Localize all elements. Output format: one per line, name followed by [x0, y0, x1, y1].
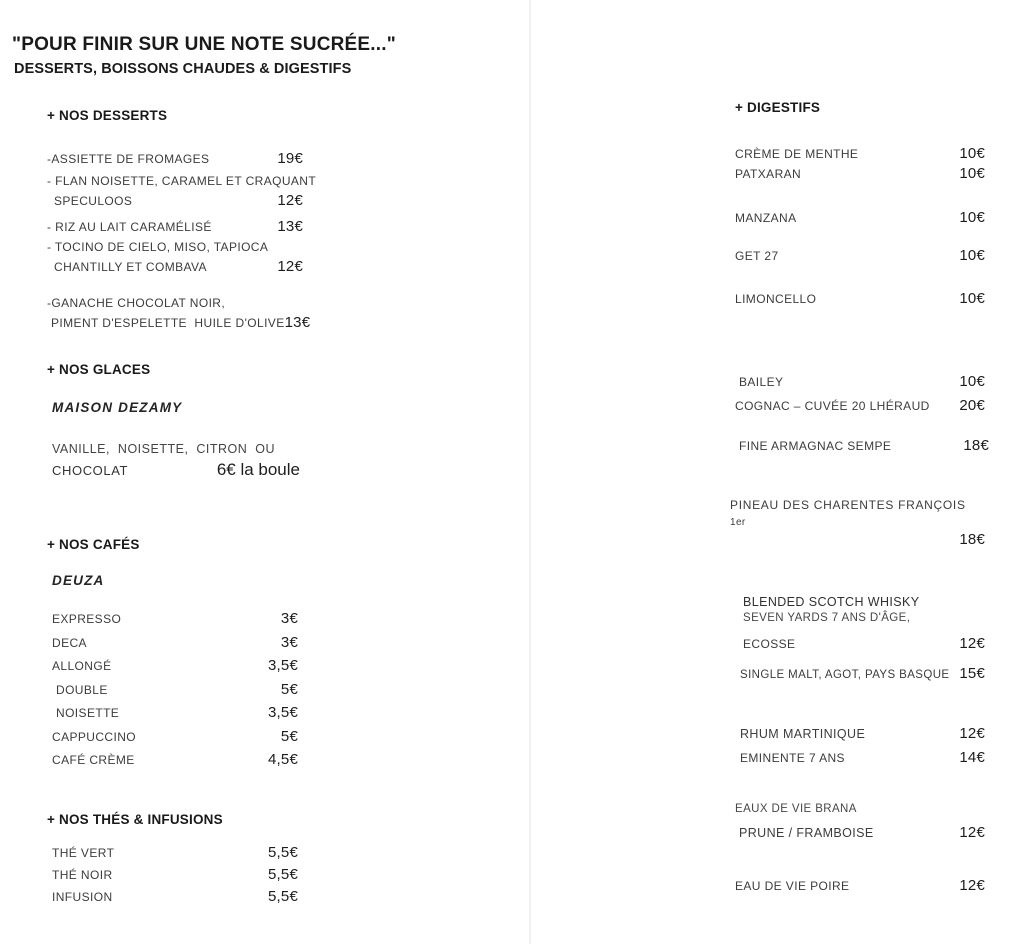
item-label: PIMENT D'ESPELETTE HUILE D'OLIVE	[51, 316, 285, 330]
menu-item	[52, 680, 298, 700]
item-price: 5,5€	[268, 844, 298, 861]
menu-item	[735, 823, 985, 843]
item-price: 13€	[284, 314, 311, 331]
item-label: BAILEY	[739, 375, 784, 389]
item-label: INFUSION	[52, 890, 113, 904]
item-label: ALLONGÉ	[52, 659, 112, 673]
menu-item	[52, 609, 298, 629]
digestifs-eaux-de-vie	[735, 801, 985, 843]
item-label: PATXARAN	[735, 167, 802, 181]
menu-item	[743, 634, 985, 654]
item-label: - TOCINO DE CIELO, MISO, TAPIOCA	[47, 240, 269, 254]
item-label: THÉ NOIR	[52, 868, 113, 882]
item-label: -GANACHE CHOCOLAT NOIR,	[47, 296, 226, 310]
item-price: 13€	[277, 218, 303, 235]
section-heading-glaces: + NOS GLACES	[47, 362, 151, 377]
item-label: CHANTILLY ET COMBAVA	[54, 260, 207, 274]
menu-item	[735, 208, 985, 228]
item-price: 19€	[277, 150, 303, 167]
menu-item	[52, 750, 298, 770]
menu-header	[12, 34, 396, 77]
menu-item	[52, 633, 298, 653]
item-price: 3€	[280, 633, 298, 651]
item-label: -ASSIETTE DE FROMAGES	[47, 152, 210, 166]
menu-item	[52, 727, 298, 747]
item-price: 10€	[959, 145, 985, 162]
menu-item	[47, 171, 317, 191]
menu-item	[730, 497, 985, 531]
item-price-line	[730, 531, 985, 548]
item-price: 4,5€	[268, 751, 298, 768]
item-price: 5,5€	[268, 866, 298, 883]
item-label: PRUNE / FRAMBOISE	[739, 826, 874, 840]
menu-item	[735, 164, 985, 184]
item-price: 10€	[959, 165, 985, 182]
item-price: 10€	[959, 247, 985, 264]
item-label: - RIZ AU LAIT CARAMÉLISÉ	[47, 220, 212, 234]
menu-item	[52, 887, 298, 907]
item-label: THÉ VERT	[52, 846, 115, 860]
cafes-list	[52, 609, 298, 774]
section-heading-cafes: + NOS CAFÉS	[47, 537, 140, 552]
menu-item	[735, 246, 985, 266]
item-price: 12€	[277, 258, 303, 275]
menu-item	[740, 720, 985, 748]
item-price: 18€	[959, 531, 985, 548]
page-subtitle: DESSERTS, BOISSONS CHAUDES & DIGESTIFS	[14, 61, 352, 77]
item-price: 5€	[280, 727, 298, 745]
menu-item	[47, 191, 303, 211]
desserts-list	[47, 149, 317, 333]
thes-list	[52, 843, 298, 909]
digestifs-rhum-group	[740, 720, 985, 768]
item-price: 12€	[959, 824, 985, 841]
item-label: CHOCOLAT	[52, 463, 129, 478]
menu-item	[47, 149, 303, 169]
menu-item	[47, 217, 303, 237]
page-title: "POUR FINIR SUR UNE NOTE SUCRÉE..."	[12, 34, 396, 55]
item-price: 12€	[277, 192, 303, 209]
glaces-brand: MAISON DEZAMY	[52, 400, 183, 415]
section-heading-thes: + NOS THÉS & INFUSIONS	[47, 812, 223, 827]
cafes-brand: DEUZA	[52, 573, 105, 588]
item-price: 10€	[959, 373, 985, 390]
item-label: BLENDED SCOTCH WHISKY	[743, 595, 920, 609]
menu-item	[735, 394, 985, 418]
item-label: - FLAN NOISETTE, CARAMEL ET CRAQUANT	[47, 174, 317, 188]
item-label: MANZANA	[735, 211, 797, 225]
item-price: 14€	[959, 749, 985, 766]
item-label: FINE ARMAGNAC SEMPE	[739, 439, 892, 453]
menu-item	[735, 144, 985, 164]
item-label: COGNAC – CUVÉE 20 LHÉRAUD	[735, 399, 930, 413]
item-label-suffix: 1er	[730, 517, 746, 528]
glaces-price-row	[52, 460, 300, 481]
menu-item	[52, 865, 298, 885]
item-price: 12€	[959, 725, 985, 742]
glaces-flavors: VANILLE, NOISETTE, CITRON OU	[52, 442, 276, 456]
item-price: 10€	[959, 209, 985, 226]
item-label: PINEAU DES CHARENTES FRANÇOIS	[730, 498, 966, 512]
section-heading-desserts: + NOS DESSERTS	[47, 108, 168, 123]
item-price: 18€	[963, 437, 989, 454]
menu-item	[735, 370, 985, 394]
menu-item	[735, 436, 989, 456]
menu-item	[47, 293, 303, 313]
item-price: 5,5€	[268, 888, 298, 905]
menu-item	[52, 843, 298, 863]
item-label: DOUBLE	[56, 682, 108, 697]
fold-divider	[529, 0, 531, 944]
item-label: SINGLE MALT, AGOT, PAYS BASQUE	[740, 669, 950, 681]
item-label: EAU DE VIE POIRE	[735, 879, 850, 893]
item-price: 20€	[959, 397, 985, 414]
item-label: ECOSSE	[743, 637, 796, 651]
item-label: SEVEN YARDS 7 ANS D'ÂGE,	[743, 612, 911, 624]
item-label: DECA	[52, 635, 87, 650]
item-label: CRÈME DE MENTHE	[735, 147, 859, 161]
item-price: 3,5€	[268, 704, 298, 721]
item-label: SPECULOOS	[54, 194, 133, 208]
item-label: CAPPUCCINO	[52, 729, 137, 744]
digestifs-group-1	[735, 144, 985, 184]
menu-item	[52, 703, 298, 723]
item-price: 5€	[280, 680, 298, 698]
menu-item	[47, 257, 303, 277]
item-label: GET 27	[735, 249, 779, 263]
item-price: 3,5€	[268, 657, 298, 674]
item-label: EXPRESSO	[52, 612, 122, 626]
item-price: 10€	[959, 290, 985, 307]
menu-item	[52, 656, 298, 676]
item-label: NOISETTE	[56, 706, 120, 720]
digestifs-whisky	[743, 594, 985, 654]
menu-item	[47, 313, 311, 333]
item-label: EMINENTE 7 ANS	[740, 751, 845, 765]
section-heading-digestifs: + DIGESTIFS	[735, 100, 821, 115]
item-price: 15€	[959, 665, 985, 682]
item-label: RHUM MARTINIQUE	[740, 727, 866, 741]
item-label: EAUX DE VIE BRANA	[735, 803, 857, 815]
item-label: LIMONCELLO	[735, 292, 817, 306]
menu-item	[735, 289, 985, 309]
item-price: 12€	[959, 635, 985, 652]
digestifs-group-2	[735, 370, 985, 418]
menu-item	[740, 748, 985, 768]
item-price: 12€	[959, 877, 985, 894]
digestifs-pineau	[730, 497, 985, 548]
item-price: 6€ la boule	[216, 460, 300, 479]
item-label: CAFÉ CRÈME	[52, 753, 135, 767]
menu-item	[735, 876, 985, 896]
menu-item	[740, 664, 985, 685]
menu-item	[47, 237, 303, 257]
item-price: 3€	[280, 610, 298, 627]
